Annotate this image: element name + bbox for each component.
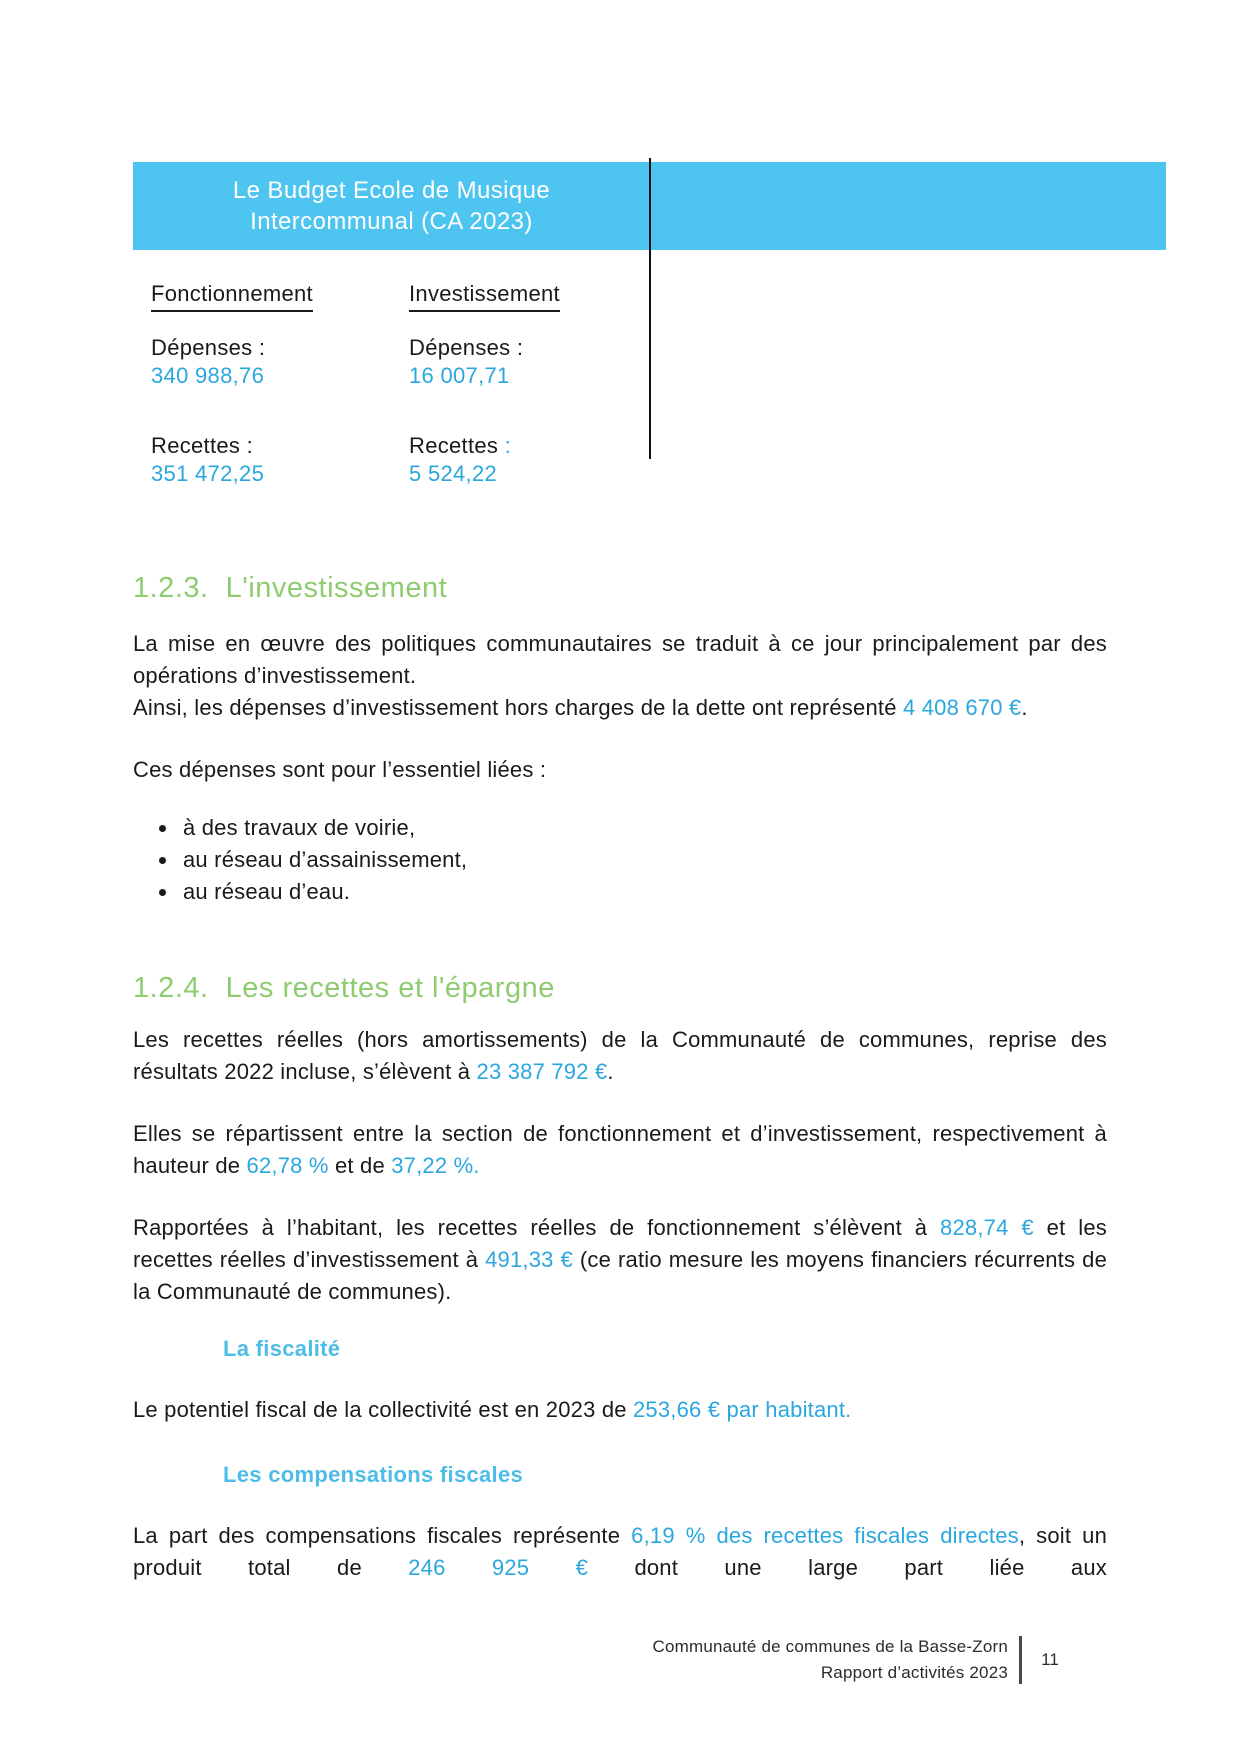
- footer-divider-line: [1019, 1636, 1022, 1684]
- depenses-label: Dépenses :: [409, 335, 524, 360]
- depenses-label: Dépenses :: [151, 335, 266, 360]
- paragraph-rapportees-habitant: Rapportées à l’habitant, les recettes réelles de fonctionnement s’élèvent à 828,74 € et les recettes réelles d’investissement à 491,33 € (ce ratio mesure les moyens financiers récurrents de la Communauté de communes).: [133, 1215, 1108, 1304]
- depenses-value: 340 988,76: [151, 363, 265, 388]
- table-column-divider: [649, 158, 651, 459]
- expense-bullet-list: [133, 812, 1107, 908]
- column-header-investissement: Investissement: [409, 281, 560, 312]
- paragraph-intro-1: La mise en œuvre des politiques communautaires se traduit à ce jour principalement par des opérations d’investissement.: [133, 631, 1107, 688]
- paragraph-recettes-reelles: Les recettes réelles (hors amortissements) de la Communauté de communes, reprise des résultats 2022 incluse, s’élèvent à 23 387 792 €.: [133, 1027, 1107, 1084]
- budget-title-line1: Le Budget Ecole de Musique: [232, 177, 551, 204]
- paragraph-compensations: La part des compensations fiscales représente 6,19 % des recettes fiscales directes, soit un produit total de 246 925 € dont une large part liée aux: [133, 1523, 1108, 1580]
- recettes-colon: :: [240, 433, 254, 458]
- budget-title-line2: Intercommunal (CA 2023): [250, 208, 533, 235]
- page-footer: [133, 1634, 1067, 1686]
- bullet-item: • au réseau d’assainissement,: [179, 844, 1107, 876]
- section-heading-recettes-epargne: 1.2.4. Les recettes et l'épargne: [133, 972, 555, 1004]
- depenses-block: [409, 334, 667, 390]
- recettes-value: 5 524,22: [409, 461, 498, 486]
- page-number: 11: [1041, 1650, 1059, 1669]
- depenses-block: [151, 334, 409, 390]
- recettes-value: 351 472,25: [151, 461, 265, 486]
- paragraph-potentiel-fiscal: Le potentiel fiscal de la collectivité est en 2023 de 253,66 € par habitant.: [133, 1397, 852, 1422]
- recettes-label: [151, 432, 409, 460]
- recettes-colon: :: [498, 433, 512, 458]
- recettes-block: [409, 432, 667, 488]
- paragraph-intro-2: Ainsi, les dépenses d’investissement hors charges de la dette ont représenté 4 408 670 €.: [133, 695, 1028, 720]
- column-investissement: [409, 281, 667, 488]
- recettes-word: Recettes: [151, 433, 241, 458]
- subheading-fiscalite: La fiscalité: [223, 1336, 341, 1361]
- paragraph-repartition: Elles se répartissent entre la section de fonctionnement et d’investissement, respectivement à hauteur de 62,78 % et de 37,22 %.: [133, 1121, 1107, 1178]
- footer-line1: Communauté de communes de la Basse-Zorn: [652, 1637, 1008, 1656]
- column-fonctionnement: [151, 281, 409, 488]
- footer-text: [652, 1634, 1008, 1686]
- recettes-word: Recettes: [409, 433, 499, 458]
- page-content: [133, 162, 1107, 1584]
- bullet-item: • au réseau d’eau.: [179, 876, 1107, 908]
- column-header-fonctionnement: Fonctionnement: [151, 281, 313, 312]
- paragraph-liees: Ces dépenses sont pour l’essentiel liées :: [133, 757, 547, 782]
- recettes-block: [151, 432, 409, 488]
- section-heading-investissement: 1.2.3. L'investissement: [133, 572, 448, 604]
- bullet-item: • à des travaux de voirie,: [179, 812, 1107, 844]
- footer-line2: Rapport d’activités 2023: [820, 1663, 1008, 1682]
- recettes-label: [409, 432, 667, 460]
- budget-table: [133, 162, 1166, 488]
- budget-table-title: [133, 175, 650, 237]
- depenses-value: 16 007,71: [409, 363, 510, 388]
- subheading-compensations-fiscales: Les compensations fiscales: [223, 1462, 524, 1487]
